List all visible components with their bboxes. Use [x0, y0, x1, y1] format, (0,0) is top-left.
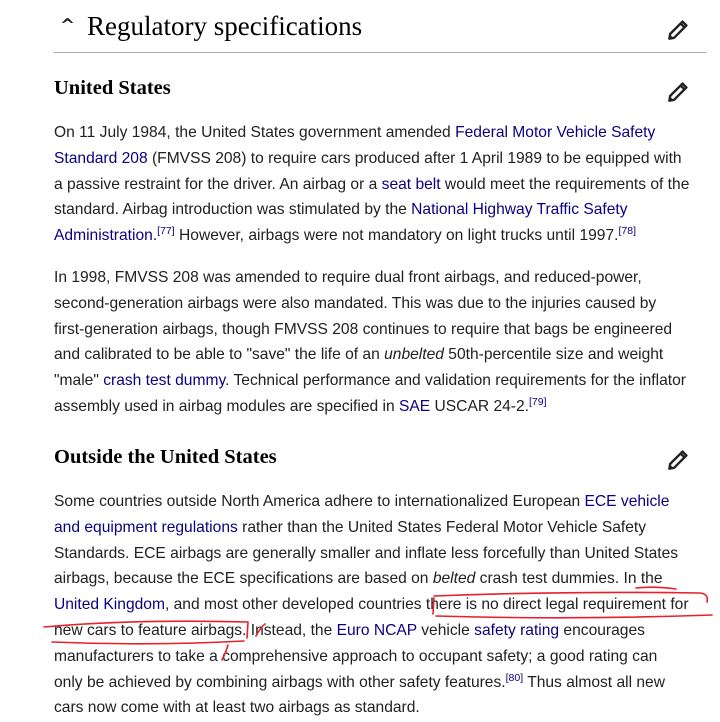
link-fmvss-208[interactable]: Federal Motor Vehicle Safety: [455, 124, 656, 141]
reference-78[interactable]: [78]: [618, 225, 636, 237]
chevron-up-icon[interactable]: ^: [60, 15, 76, 36]
paragraph-outside: Some countries outside North America adhere to internationalized European ECE vehicle and equipment regulations rather than the United States Federal Motor Vehicle Safety Standards. ECE airbags are generally smaller and inflate less forcefully than United States airbags, because the ECE specifications are based on belted crash test dummies. In the United Kingdom, and most other developed countries there is no direct legal requirement for new cars to feature airbags. Instead, the Euro NCAP vehicle safety rating encourages manufacturers to take a comprehensive approach to occupant safety; a good rating can only be achieved by combining airbags with other safety features.[80] Thus almost all new cars now come with at least two airbags as standard.: [54, 493, 689, 717]
paragraph-us-2: In 1998, FMVSS 208 was amended to require dual front airbags, and reduced-power, second-generation airbags were also mandated. This was due to the injuries caused by first-generation airbags, though FMVSS 208 continues to require that bags be engineered and calibrated to be able to "save" the life of an unbelted 50th-percentile size and weight "male" crash test dummy. Technical performance and validation requirements for the inflator assembly used in airbag modules are specified in SAE USCAR 24-2.[79]: [54, 269, 686, 415]
pencil-icon[interactable]: [665, 17, 691, 43]
pencil-icon[interactable]: [665, 79, 691, 105]
link-nhtsa[interactable]: National Highway Traffic Safety: [411, 201, 628, 219]
link-seat-belt[interactable]: seat belt: [381, 175, 441, 193]
link-ece-regulations[interactable]: ECE vehicle: [584, 493, 670, 510]
link-nhtsa[interactable]: Administration: [54, 227, 153, 245]
heading-united-states: United States: [54, 77, 171, 99]
link-safety-rating[interactable]: safety rating: [474, 621, 560, 639]
pencil-icon[interactable]: [665, 447, 691, 473]
link-euro-ncap[interactable]: Euro NCAP: [336, 621, 417, 639]
link-sae[interactable]: SAE: [398, 397, 431, 415]
paragraph-us-1: On 11 July 1984, the United States government amended Federal Motor Vehicle Safety Standard 208 (FMVSS 208) to require cars produced after 1 April 1989 to be equipped with a passive restraint for the driver. An airbag or a seat belt would meet the requirements of the standard. Airbag introduction was stimulated by the National Highway Traffic Safety Administration.[77] However, airbags were not mandatory on light trucks until 1997.[78]: [54, 124, 690, 245]
link-fmvss-208[interactable]: Standard 208: [54, 149, 148, 167]
link-united-kingdom[interactable]: United Kingdom: [54, 596, 165, 614]
reference-80[interactable]: [80]: [505, 671, 524, 684]
section-title: Regulatory specifications: [87, 11, 363, 41]
reference-79[interactable]: [79]: [528, 395, 547, 408]
link-ece-regulations[interactable]: and equipment regulations: [54, 518, 238, 536]
reference-77[interactable]: [77]: [157, 225, 175, 237]
section-header[interactable]: [54, 6, 706, 53]
heading-outside-united-states: Outside the United States: [54, 446, 277, 468]
link-crash-test-dummy[interactable]: crash test dummy: [103, 372, 226, 390]
